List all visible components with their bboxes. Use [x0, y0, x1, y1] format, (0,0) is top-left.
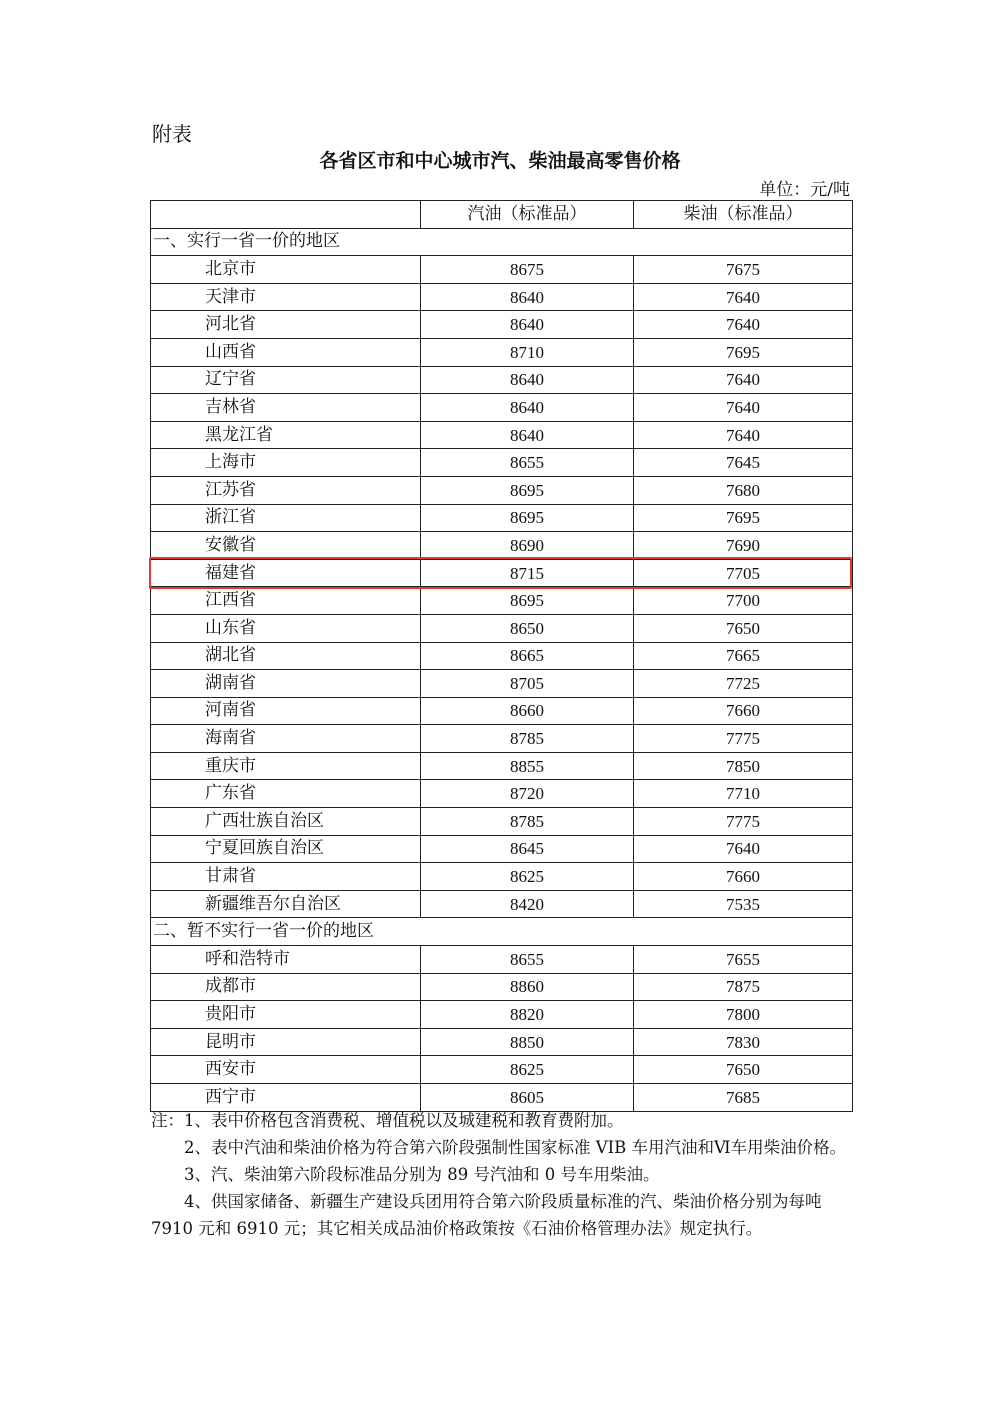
gasoline-price-cell: 8695 — [421, 476, 634, 504]
gasoline-price-cell: 8695 — [421, 504, 634, 532]
table-row — [151, 946, 853, 974]
region-cell: 湖北省 — [151, 642, 421, 670]
table-row — [151, 614, 853, 642]
diesel-price-cell: 7640 — [634, 366, 853, 394]
gasoline-price-cell: 8640 — [421, 421, 634, 449]
region-cell: 西宁市 — [151, 1084, 421, 1112]
diesel-price-cell: 7775 — [634, 808, 853, 836]
diesel-price-cell: 7665 — [634, 642, 853, 670]
table-row — [151, 697, 853, 725]
header-region — [151, 201, 421, 229]
price-table — [150, 200, 853, 1112]
table-row — [151, 780, 853, 808]
region-cell: 山西省 — [151, 338, 421, 366]
diesel-price-cell: 7680 — [634, 476, 853, 504]
section-row — [151, 228, 853, 256]
region-cell: 黑龙江省 — [151, 421, 421, 449]
gasoline-price-cell: 8640 — [421, 366, 634, 394]
table-row — [151, 752, 853, 780]
region-cell: 上海市 — [151, 449, 421, 477]
gasoline-price-cell: 8655 — [421, 449, 634, 477]
diesel-price-cell: 7725 — [634, 670, 853, 698]
gasoline-price-cell: 8690 — [421, 532, 634, 560]
diesel-price-cell: 7875 — [634, 973, 853, 1001]
table-row — [151, 725, 853, 753]
region-cell: 河北省 — [151, 311, 421, 339]
table-row — [151, 256, 853, 284]
diesel-price-cell: 7640 — [634, 421, 853, 449]
gasoline-price-cell: 8640 — [421, 311, 634, 339]
region-cell: 福建省 — [151, 559, 421, 587]
region-cell: 浙江省 — [151, 504, 421, 532]
table-row — [151, 642, 853, 670]
table-row — [151, 973, 853, 1001]
diesel-price-cell: 7830 — [634, 1028, 853, 1056]
section-title: 二、暂不实行一省一价的地区 — [151, 918, 853, 946]
table-row — [151, 532, 853, 560]
diesel-price-cell: 7640 — [634, 283, 853, 311]
diesel-price-cell: 7640 — [634, 835, 853, 863]
region-cell: 成都市 — [151, 973, 421, 1001]
region-cell: 北京市 — [151, 256, 421, 284]
region-cell: 辽宁省 — [151, 366, 421, 394]
diesel-price-cell: 7710 — [634, 780, 853, 808]
unit-label: 单位：元/吨 — [759, 180, 850, 200]
table-row — [151, 1001, 853, 1029]
gasoline-price-cell: 8640 — [421, 394, 634, 422]
table-row — [151, 283, 853, 311]
gasoline-price-cell: 8650 — [421, 614, 634, 642]
region-cell: 安徽省 — [151, 532, 421, 560]
diesel-price-cell: 7535 — [634, 890, 853, 918]
region-cell: 西安市 — [151, 1056, 421, 1084]
diesel-price-cell: 7660 — [634, 697, 853, 725]
table-row — [151, 394, 853, 422]
gasoline-price-cell: 8820 — [421, 1001, 634, 1029]
gasoline-price-cell: 8855 — [421, 752, 634, 780]
diesel-price-cell: 7695 — [634, 338, 853, 366]
region-cell: 甘肃省 — [151, 863, 421, 891]
table-row — [151, 587, 853, 615]
gasoline-price-cell: 8625 — [421, 1056, 634, 1084]
gasoline-price-cell: 8660 — [421, 697, 634, 725]
region-cell: 新疆维吾尔自治区 — [151, 890, 421, 918]
diesel-price-cell: 7650 — [634, 1056, 853, 1084]
diesel-price-cell: 7660 — [634, 863, 853, 891]
gasoline-price-cell: 8655 — [421, 946, 634, 974]
diesel-price-cell: 7690 — [634, 532, 853, 560]
diesel-price-cell: 7640 — [634, 311, 853, 339]
region-cell: 河南省 — [151, 697, 421, 725]
gasoline-price-cell: 8715 — [421, 559, 634, 587]
note-3: 3、汽、柴油第六阶段标准品分别为 89 号汽油和 0 号车用柴油。 — [184, 1165, 660, 1184]
diesel-price-cell: 7700 — [634, 587, 853, 615]
gasoline-price-cell: 8705 — [421, 670, 634, 698]
gasoline-price-cell: 8675 — [421, 256, 634, 284]
region-cell: 湖南省 — [151, 670, 421, 698]
section-row — [151, 918, 853, 946]
table-row — [151, 504, 853, 532]
region-cell: 昆明市 — [151, 1028, 421, 1056]
note-2: 2、表中汽油和柴油价格为符合第六阶段强制性国家标准 VIB 车用汽油和Ⅵ车用柴油价格。 — [184, 1138, 847, 1157]
diesel-price-cell: 7640 — [634, 394, 853, 422]
table-row — [151, 421, 853, 449]
gasoline-price-cell: 8850 — [421, 1028, 634, 1056]
gasoline-price-cell: 8665 — [421, 642, 634, 670]
note-4: 4、供国家储备、新疆生产建设兵团用符合第六阶段质量标准的汽、柴油价格分别为每吨 7910 元和 6910 元；其它相关成品油价格政策按《石油价格管理办法》规定执行。 — [151, 1192, 822, 1238]
region-cell: 吉林省 — [151, 394, 421, 422]
table-row — [151, 863, 853, 891]
region-cell: 宁夏回族自治区 — [151, 835, 421, 863]
gasoline-price-cell: 8640 — [421, 283, 634, 311]
table-header-row — [151, 201, 853, 229]
notes — [151, 1107, 851, 1242]
table-row — [151, 366, 853, 394]
gasoline-price-cell: 8720 — [421, 780, 634, 808]
gasoline-price-cell: 8785 — [421, 725, 634, 753]
header-diesel: 柴油（标准品） — [634, 201, 853, 229]
gasoline-price-cell: 8605 — [421, 1084, 634, 1112]
note-1: 注：1、表中价格包含消费税、增值税以及城建税和教育费附加。 — [151, 1111, 624, 1130]
table-row — [151, 808, 853, 836]
diesel-price-cell: 7685 — [634, 1084, 853, 1112]
table-title: 各省区市和中心城市汽、柴油最高零售价格 — [319, 150, 681, 172]
region-cell: 贵阳市 — [151, 1001, 421, 1029]
gasoline-price-cell: 8625 — [421, 863, 634, 891]
region-cell: 江西省 — [151, 587, 421, 615]
region-cell: 海南省 — [151, 725, 421, 753]
diesel-price-cell: 7655 — [634, 946, 853, 974]
diesel-price-cell: 7645 — [634, 449, 853, 477]
diesel-price-cell: 7695 — [634, 504, 853, 532]
section-title: 一、实行一省一价的地区 — [151, 228, 853, 256]
region-cell: 广西壮族自治区 — [151, 808, 421, 836]
region-cell: 重庆市 — [151, 752, 421, 780]
region-cell: 广东省 — [151, 780, 421, 808]
region-cell: 山东省 — [151, 614, 421, 642]
gasoline-price-cell: 8860 — [421, 973, 634, 1001]
table-row — [151, 449, 853, 477]
diesel-price-cell: 7675 — [634, 256, 853, 284]
table-row — [151, 890, 853, 918]
price-table-body — [151, 201, 853, 1112]
diesel-price-cell: 7650 — [634, 614, 853, 642]
highlight-box — [149, 557, 852, 589]
region-cell: 天津市 — [151, 283, 421, 311]
gasoline-price-cell: 8420 — [421, 890, 634, 918]
diesel-price-cell: 7850 — [634, 752, 853, 780]
table-row — [151, 835, 853, 863]
gasoline-price-cell: 8695 — [421, 587, 634, 615]
table-row — [151, 1028, 853, 1056]
table-row — [151, 311, 853, 339]
gasoline-price-cell: 8710 — [421, 338, 634, 366]
gasoline-price-cell: 8785 — [421, 808, 634, 836]
diesel-price-cell: 7775 — [634, 725, 853, 753]
diesel-price-cell: 7705 — [634, 559, 853, 587]
table-row — [151, 1056, 853, 1084]
table-row — [151, 670, 853, 698]
diesel-price-cell: 7800 — [634, 1001, 853, 1029]
region-cell: 呼和浩特市 — [151, 946, 421, 974]
table-row — [151, 338, 853, 366]
table-row — [151, 476, 853, 504]
gasoline-price-cell: 8645 — [421, 835, 634, 863]
appendix-label: 附表 — [152, 122, 192, 146]
region-cell: 江苏省 — [151, 476, 421, 504]
header-gasoline: 汽油（标准品） — [421, 201, 634, 229]
